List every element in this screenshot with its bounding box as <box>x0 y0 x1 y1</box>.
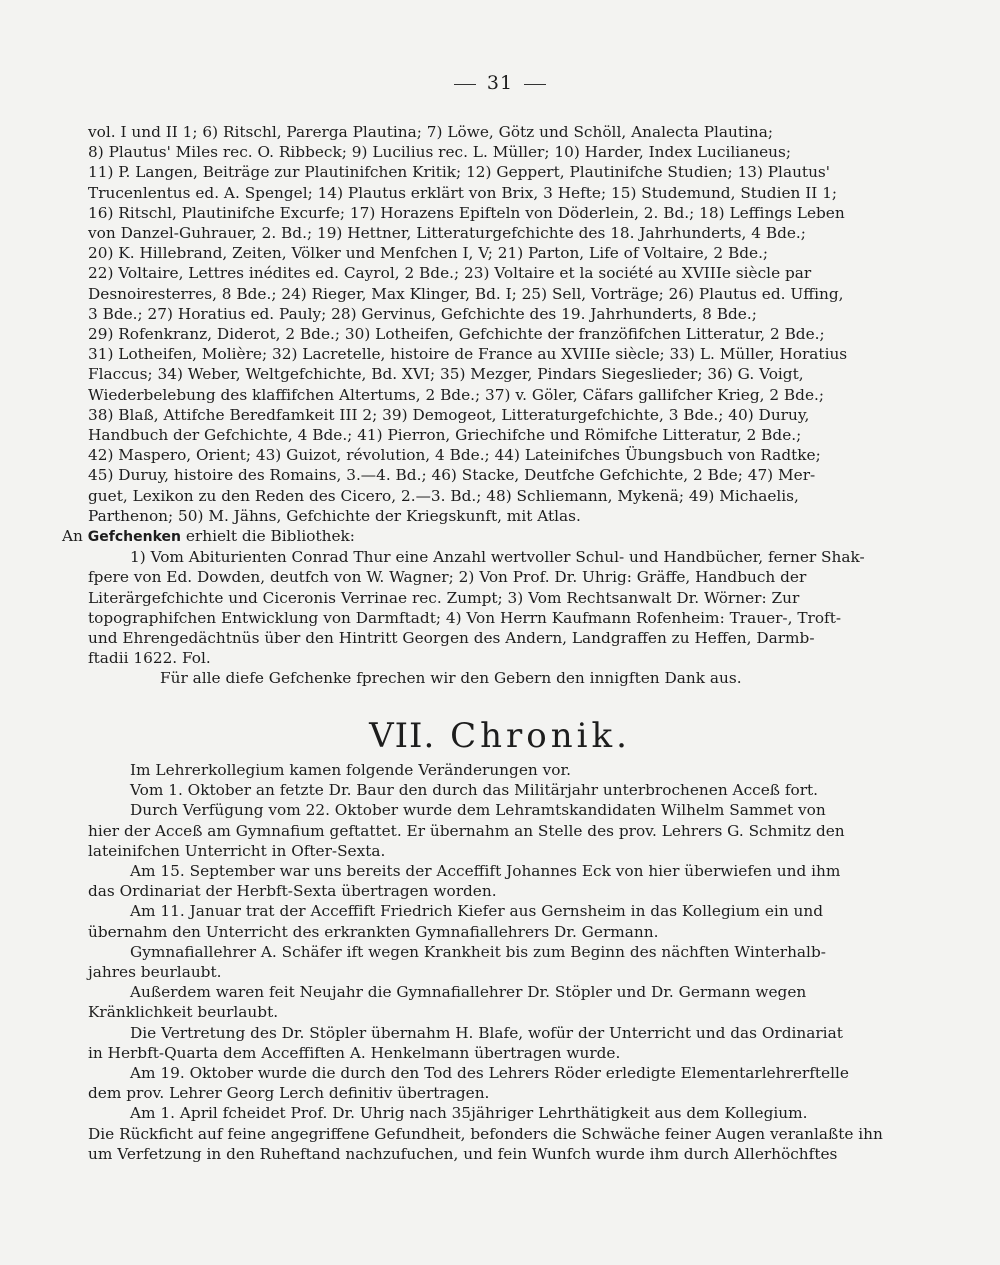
bibliography-line: 3 Bde.; 27) Horatius ed. Pauly; 28) Gervinus, Gefchichte des 19. Jahrhunderts, 8 Bde.; <box>88 304 757 323</box>
gift-line: 1) Vom Abiturienten Conrad Thur eine Anzahl wertvoller Schul- und Handbücher, ferner Shak- <box>130 548 865 567</box>
header-rule-right <box>524 84 546 85</box>
gifts-heading-rest: erhielt die Bibliothek: <box>185 527 355 545</box>
bibliography-line: 22) Voltaire, Lettres inédites ed. Cayrol, 2 Bde.; 23) Voltaire et la société au XVIIIe siècle par <box>88 264 812 283</box>
chronik-line: lateinifchen Unterricht in Ofter-Sexta. <box>88 841 386 860</box>
gift-line: ftadii 1622. Fol. <box>88 649 211 668</box>
bibliography-list <box>88 122 918 526</box>
bibliography-line: 20) K. Hillebrand, Zeiten, Völker und Menfchen I, V; 21) Parton, Life of Voltaire, 2 Bde.; <box>88 244 769 263</box>
bibliography-line: vol. I und II 1; 6) Ritschl, Parerga Plautina; 7) Löwe, Götz und Schöll, Analecta Plautina; <box>88 123 774 141</box>
chronik-line: jahres beurlaubt. <box>88 963 222 982</box>
chronik-body <box>88 760 918 1164</box>
chronik-line: Im Lehrerkollegium kamen folgende Veränderungen vor. <box>130 761 571 779</box>
header-rule-left <box>454 84 476 85</box>
bibliography-line: 29) Rofenkranz, Diderot, 2 Bde.; 30) Lotheifen, Gefchichte der franzöfifchen Litteratur, 2 Bde.; <box>88 325 825 344</box>
bibliography-line: 38) Blaß, Attifche Beredfamkeit III 2; 39) Demogeot, Litteraturgefchichte, 3 Bde.; 40) Duruy, <box>88 405 810 424</box>
bibliography-line: von Danzel-Guhrauer, 2. Bd.; 19) Hettner, Litteraturgefchichte des 18. Jahrhunderts, 4 Bde.; <box>88 224 806 243</box>
gift-list <box>88 547 918 668</box>
gift-line: fpere von Ed. Dowden, deutfch von W. Wagner; 2) Von Prof. Dr. Uhrig: Gräffe, Handbuch der <box>88 568 807 587</box>
page-header <box>0 72 1000 94</box>
chronik-line: das Ordinariat der Herbft-Sexta übertragen worden. <box>88 882 497 901</box>
chronik-line: Außerdem waren feit Neujahr die Gymnafiallehrer Dr. Stöpler und Dr. Germann wegen <box>130 983 807 1002</box>
bibliography-line: 11) P. Langen, Beiträge zur Plautinifchen Kritik; 12) Geppert, Plautinifche Studien; 13) Plautus' <box>88 163 830 182</box>
chronik-line: Vom 1. Oktober an fetzte Dr. Baur den durch das Militärjahr unterbrochenen Acceß fort. <box>130 781 819 800</box>
bibliography-line: 45) Duruy, histoire des Romains, 3.—4. Bd.; 46) Stacke, Deutfche Gefchichte, 2 Bde; 47) Mer- <box>88 466 816 485</box>
bibliography-line: 16) Ritschl, Plautinifche Excurfe; 17) Horazens Epifteln von Döderlein, 2. Bd.; 18) Leffings Leben <box>88 203 845 222</box>
bibliography-line: 42) Maspero, Orient; 43) Guizot, révolution, 4 Bde.; 44) Lateinifches Übungsbuch von Radtke; <box>88 446 821 465</box>
chronik-line: Am 19. Oktober wurde die durch den Tod des Lehrers Röder erledigte Elementarlehrerftelle <box>130 1064 849 1083</box>
chronik-title: Chronik. <box>450 716 631 756</box>
gift-line: topographifchen Entwicklung von Darmftadt; 4) Von Herrn Kaufmann Rofenheim: Trauer-, Troft- <box>88 608 842 627</box>
bibliography-line: guet, Lexikon zu den Reden des Cicero, 2.—3. Bd.; 48) Schliemann, Mykenä; 49) Michaelis, <box>88 486 799 505</box>
thanks-line: Für alle diefe Gefchenke fprechen wir den Gebern den innigften Dank aus. <box>160 669 742 688</box>
bibliography-line: 8) Plautus' Miles rec. O. Ribbeck; 9) Lucilius rec. L. Müller; 10) Harder, Index Lucilianeus; <box>88 143 792 162</box>
bibliography-line: Desnoiresterres, 8 Bde.; 24) Rieger, Max Klinger, Bd. I; 25) Sell, Vorträge; 26) Plautus ed. Uffing, <box>88 284 844 303</box>
gifts-heading: Gefchenken <box>87 529 181 545</box>
chronik-line: Durch Verfügung vom 22. Oktober wurde dem Lehramtskandidaten Wilhelm Sammet von <box>130 801 826 820</box>
chronik-line: Gymnafiallehrer A. Schäfer ift wegen Krankheit bis zum Beginn des nächften Winterhalb- <box>130 942 826 961</box>
page-number: 31 <box>486 72 514 94</box>
gifts-heading-line <box>62 526 918 547</box>
chronik-line: Die Rückficht auf feine angegriffene Gefundheit, befonders die Schwäche feiner Augen veranlaßte ihn <box>88 1124 883 1143</box>
bibliography-line: Flaccus; 34) Weber, Weltgefchichte, Bd. XVI; 35) Mezger, Pindars Siegeslieder; 36) G. Voigt, <box>88 365 804 384</box>
gifts-prefix: An <box>62 527 83 545</box>
bibliography-line: Wiederbelebung des klaffifchen Altertums, 2 Bde.; 37) v. Göler, Cäfars gallifcher Krieg, 2 Bde.; <box>88 385 825 404</box>
chronik-line: Am 1. April fcheidet Prof. Dr. Uhrig nach 35jähriger Lehrthätigkeit aus dem Kollegium. <box>130 1104 808 1123</box>
chronik-heading <box>0 716 1000 756</box>
chronik-line: in Herbft-Quarta dem Acceffiften A. Henkelmann übertragen wurde. <box>88 1043 621 1062</box>
chronik-line: Am 11. Januar trat der Acceffift Friedrich Kiefer aus Gernsheim in das Kollegium ein und <box>130 902 824 921</box>
chronik-line: dem prov. Lehrer Georg Lerch definitiv übertragen. <box>88 1084 490 1103</box>
chronik-line: Am 15. September war uns bereits der Acceffift Johannes Eck von hier überwiefen und ihm <box>130 862 841 881</box>
chronik-line: hier der Acceß am Gymnafium geftattet. Er übernahm an Stelle des prov. Lehrers G. Schmitz den <box>88 821 845 840</box>
bibliography-line: Handbuch der Gefchichte, 4 Bde.; 41) Pierron, Griechifche und Römifche Litteratur, 2 Bde.; <box>88 426 802 445</box>
bibliography-line: Trucenlentus ed. A. Spengel; 14) Plautus erklärt von Brix, 3 Hefte; 15) Studemund, Studien II 1; <box>88 183 838 202</box>
bibliography-line: 31) Lotheifen, Molière; 32) Lacretelle, histoire de France au XVIIIe siècle; 33) L. Müller, Horatius <box>88 345 848 364</box>
chronik-line: Die Vertretung des Dr. Stöpler übernahm H. Blafe, wofür der Unterricht und das Ordinariat <box>130 1023 843 1042</box>
gift-line: und Ehrengedächtnüs über den Hintritt Georgen des Andern, Landgraffen zu Heffen, Darmb- <box>88 629 815 648</box>
gift-line: Literärgefchichte und Ciceronis Verrinae rec. Zumpt; 3) Vom Rechtsanwalt Dr. Wörner: Zur <box>88 588 800 607</box>
chronik-line: um Verfetzung in den Ruheftand nachzufuchen, und fein Wunfch wurde ihm durch Allerhöchftes <box>88 1144 838 1163</box>
chronik-line: übernahm den Unterricht des erkrankten Gymnafiallehrers Dr. Germann. <box>88 922 659 941</box>
chronik-line: Kränklichkeit beurlaubt. <box>88 1003 279 1022</box>
gifts-section <box>62 526 918 689</box>
chronik-number: VII. <box>369 716 436 756</box>
bibliography-line: Parthenon; 50) M. Jähns, Gefchichte der Kriegskunft, mit Atlas. <box>88 506 581 525</box>
